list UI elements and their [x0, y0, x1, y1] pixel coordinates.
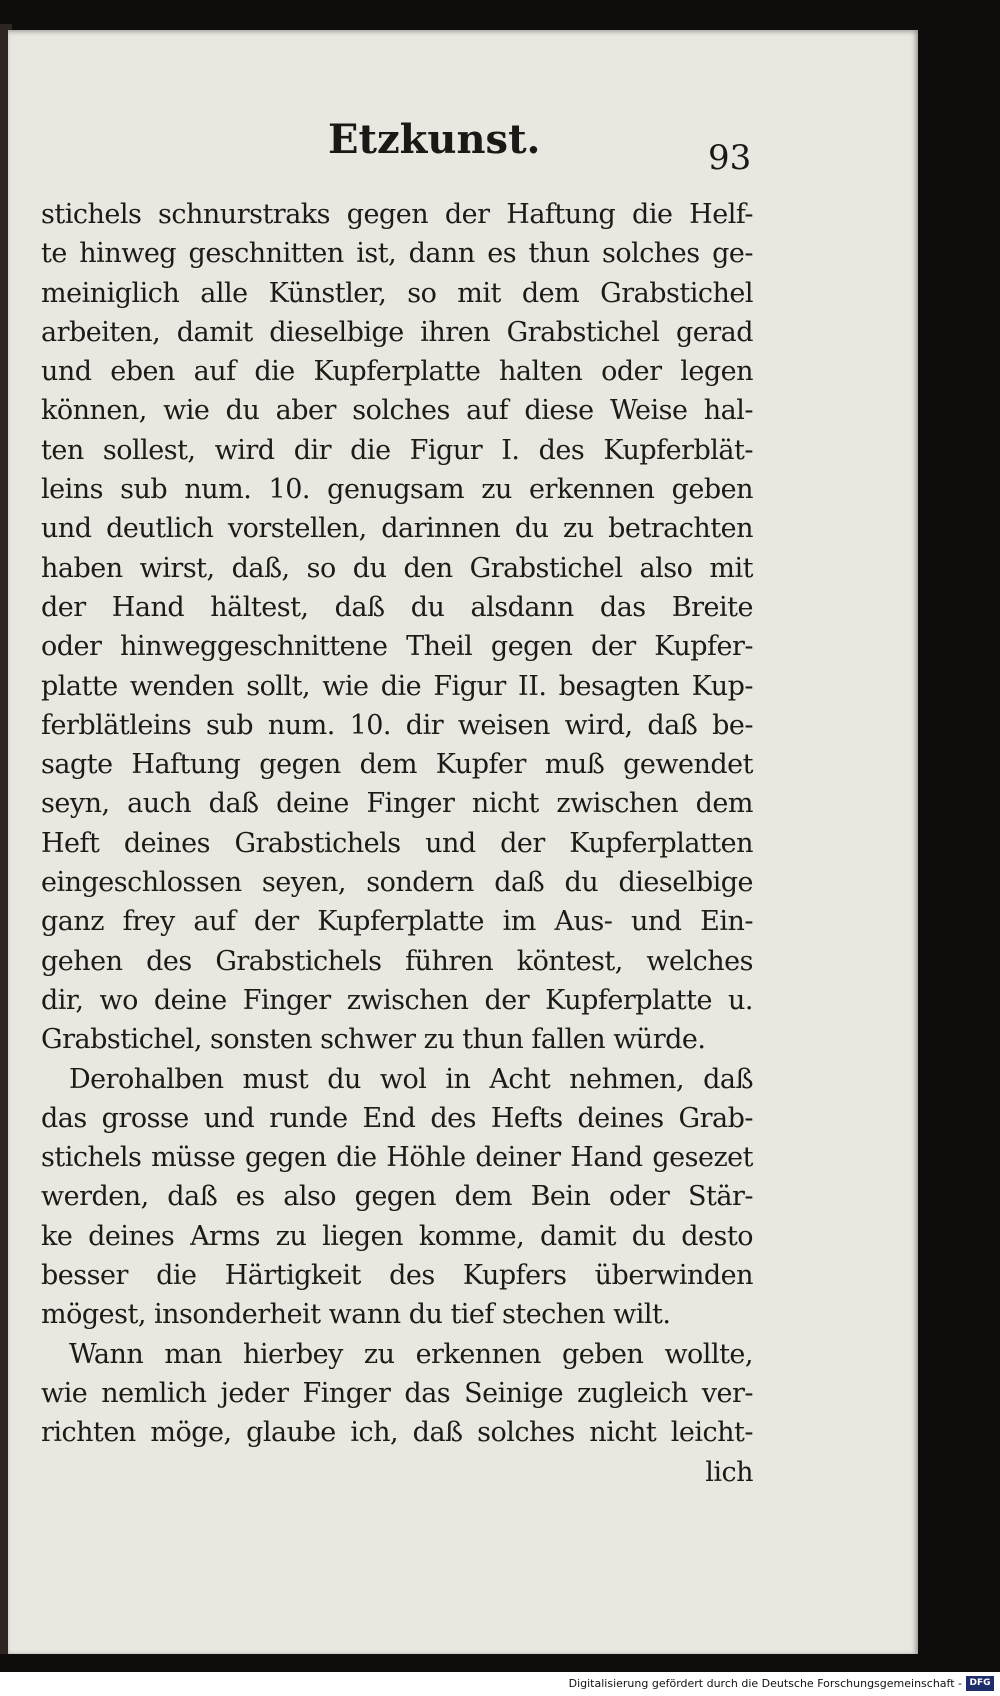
text-line: gehen des Grabstichels führen köntest, welches [41, 945, 753, 977]
text-line: und eben auf die Kupferplatte halten oder legen [41, 356, 753, 388]
text-line: wie nemlich jeder Finger das Seinige zugleich ver- [41, 1377, 753, 1409]
text-line: oder hinweggeschnittene Theil gegen der Kupfer- [41, 631, 753, 663]
text-line: ferblätleins sub num. 10. dir weisen wird, daß be- [41, 709, 753, 741]
text-line: Grabstichel, sonsten schwer zu thun fallen würde. [41, 1024, 706, 1056]
text-line: besser die Härtigkeit des Kupfers überwinden [41, 1260, 753, 1292]
text-line: und deutlich vorstellen, darinnen du zu betrachten [41, 513, 753, 545]
text-line: mögest, insonderheit wann du tief stechen wilt. [41, 1299, 671, 1331]
funding-credit: Digitalisierung gefördert durch die Deutsche Forschungsgemeinschaft - [568, 1677, 962, 1690]
text-line: stichels müsse gegen die Höhle deiner Hand gesezet [41, 1142, 753, 1174]
footer-bar [0, 1672, 1000, 1696]
dfg-logo: DFG [966, 1676, 994, 1691]
paragraph-start-line: Wann man hierbey zu erkennen geben wollte, [69, 1338, 753, 1370]
text-line: arbeiten, damit dieselbige ihren Grabstichel gerad [41, 316, 753, 348]
text-line: ke deines Arms zu liegen komme, damit du desto [41, 1220, 753, 1252]
text-line: platte wenden sollt, wie die Figur II. besagten Kup- [41, 670, 753, 702]
page-number: 93 [708, 138, 752, 178]
text-line: stichels schnurstraks gegen der Haftung die Helf- [41, 199, 753, 230]
text-line: ten sollest, wird dir die Figur I. des Kupferblät- [41, 434, 753, 466]
body-text [41, 195, 753, 1492]
book-page [8, 30, 918, 1654]
text-line: können, wie du aber solches auf diese Weise hal- [41, 395, 753, 427]
text-line: leins sub num. 10. genugsam zu erkennen geben [41, 474, 753, 506]
text-line: seyn, auch daß deine Finger nicht zwischen dem [41, 788, 753, 820]
paragraph-start-line: Derohalben must du wol in Acht nehmen, daß [69, 1063, 753, 1095]
text-line: eingeschlossen seyen, sondern daß du dieselbige [41, 867, 753, 899]
running-head: Etzkunst. [328, 116, 541, 163]
catchword: lich [705, 1456, 753, 1488]
text-line: werden, daß es also gegen dem Bein oder Stär- [41, 1181, 753, 1213]
text-line: Heft deines Grabstichels und der Kupferplatten [41, 827, 753, 859]
text-line: haben wirst, daß, so du den Grabstichel also mit [41, 552, 753, 584]
text-line: sagte Haftung gegen dem Kupfer muß gewendet [41, 749, 753, 781]
text-line: der Hand hältest, daß du alsdann das Breite [41, 591, 753, 623]
text-line: ganz frey auf der Kupferplatte im Aus- und Ein- [41, 906, 753, 938]
text-line: te hinweg geschnitten ist, dann es thun solches ge- [41, 238, 753, 270]
text-line: das grosse und runde End des Hefts deines Grab- [41, 1102, 753, 1134]
text-line: meiniglich alle Künstler, so mit dem Grabstichel [41, 277, 753, 309]
text-line: richten möge, glaube ich, daß solches nicht leicht- [41, 1417, 753, 1449]
text-line: dir, wo deine Finger zwischen der Kupferplatte u. [41, 984, 753, 1016]
